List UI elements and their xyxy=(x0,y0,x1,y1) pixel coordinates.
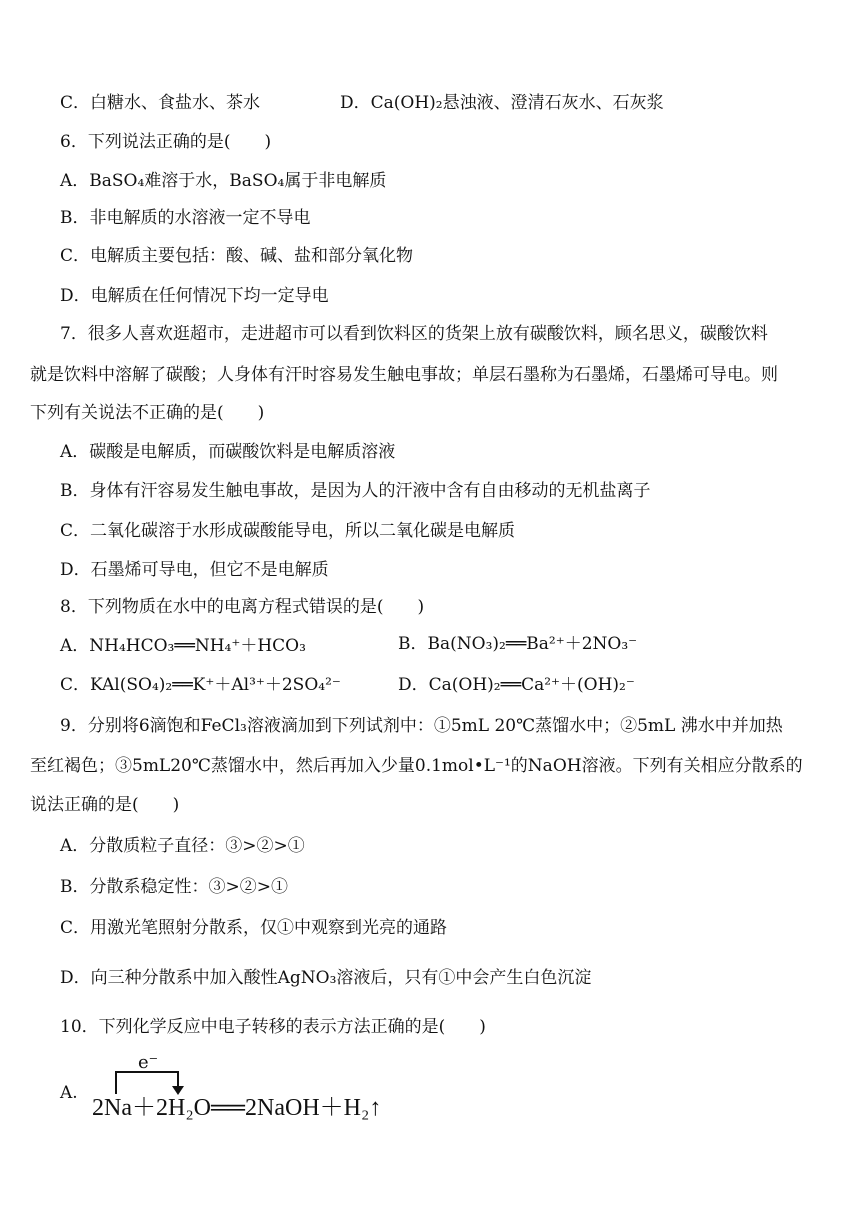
q6-option-d: D．电解质在任何情况下均一定导电 xyxy=(60,286,329,306)
q8-option-c: C．KAl(SO₄)₂══K⁺＋Al³⁺＋2SO₄²⁻ xyxy=(60,675,341,695)
q6-stem: 6．下列说法正确的是( ) xyxy=(60,132,272,152)
q7-stem-line-3: 下列有关说法不正确的是( ) xyxy=(30,403,265,423)
q5-option-d: D．Ca(OH)₂悬浊液、澄清石灰水、石灰浆 xyxy=(340,93,664,113)
q10-option-a-label: A. xyxy=(60,1083,78,1103)
q8-option-a: A．NH₄HCO₃══NH₄⁺＋HCO₃ xyxy=(60,636,306,656)
q6-option-b: B．非电解质的水溶液一定不导电 xyxy=(60,208,311,228)
q7-stem-line-2: 就是饮料中溶解了碳酸；人身体有汗时容易发生触电事故；单层石墨称为石墨烯，石墨烯可导电。则 xyxy=(30,365,778,385)
q7-stem-line-1: 7．很多人喜欢逛超市，走进超市可以看到饮料区的货架上放有碳酸饮料，顾名思义，碳酸饮料 xyxy=(60,324,768,344)
q9-option-c: C．用激光笔照射分散系，仅①中观察到光亮的通路 xyxy=(60,918,448,938)
q10-stem: 10．下列化学反应中电子转移的表示方法正确的是( ) xyxy=(60,1017,486,1037)
q9-option-b: B．分散系稳定性：③>②>① xyxy=(60,877,288,897)
q7-option-a: A．碳酸是电解质，而碳酸饮料是电解质溶液 xyxy=(60,442,396,462)
q8-stem: 8．下列物质在水中的电离方程式错误的是( ) xyxy=(60,597,425,617)
q10-electron-label: e⁻ xyxy=(138,1052,159,1073)
q9-option-d: D．向三种分散系中加入酸性AgNO₃溶液后，只有①中会产生白色沉淀 xyxy=(60,968,592,988)
q10-option-a-equation: 2Na＋2H₂O══2NaOH＋H₂↑ xyxy=(92,1095,382,1121)
q6-option-c: C．电解质主要包括：酸、碱、盐和部分氧化物 xyxy=(60,246,414,266)
q9-stem-line-2: 至红褐色；③5mL20℃蒸馏水中，然后再加入少量0.1mol•L⁻¹的NaOH溶液。下列有关相应分散系的 xyxy=(30,756,803,776)
q9-option-a: A．分散质粒子直径：③>②>① xyxy=(60,836,305,856)
q7-option-d: D．石墨烯可导电，但它不是电解质 xyxy=(60,560,329,580)
q6-option-a: A．BaSO₄难溶于水，BaSO₄属于非电解质 xyxy=(60,171,387,191)
q9-stem-line-3: 说法正确的是( ) xyxy=(30,795,180,815)
electron-transfer-arrow xyxy=(108,1060,198,1096)
q9-stem-line-1: 9．分别将6滴饱和FeCl₃溶液滴加到下列试剂中：①5mL 20℃蒸馏水中；②5mL 沸水中并加热 xyxy=(60,716,783,736)
q8-option-b: B．Ba(NO₃)₂══Ba²⁺＋2NO₃⁻ xyxy=(398,634,638,654)
q7-option-b: B．身体有汗容易发生触电事故，是因为人的汗液中含有自由移动的无机盐离子 xyxy=(60,481,651,501)
q8-option-d: D．Ca(OH)₂══Ca²⁺＋(OH)₂⁻ xyxy=(398,675,635,695)
q7-option-c: C．二氧化碳溶于水形成碳酸能导电，所以二氧化碳是电解质 xyxy=(60,521,516,541)
q5-option-c: C．白糖水、食盐水、茶水 xyxy=(60,93,261,113)
